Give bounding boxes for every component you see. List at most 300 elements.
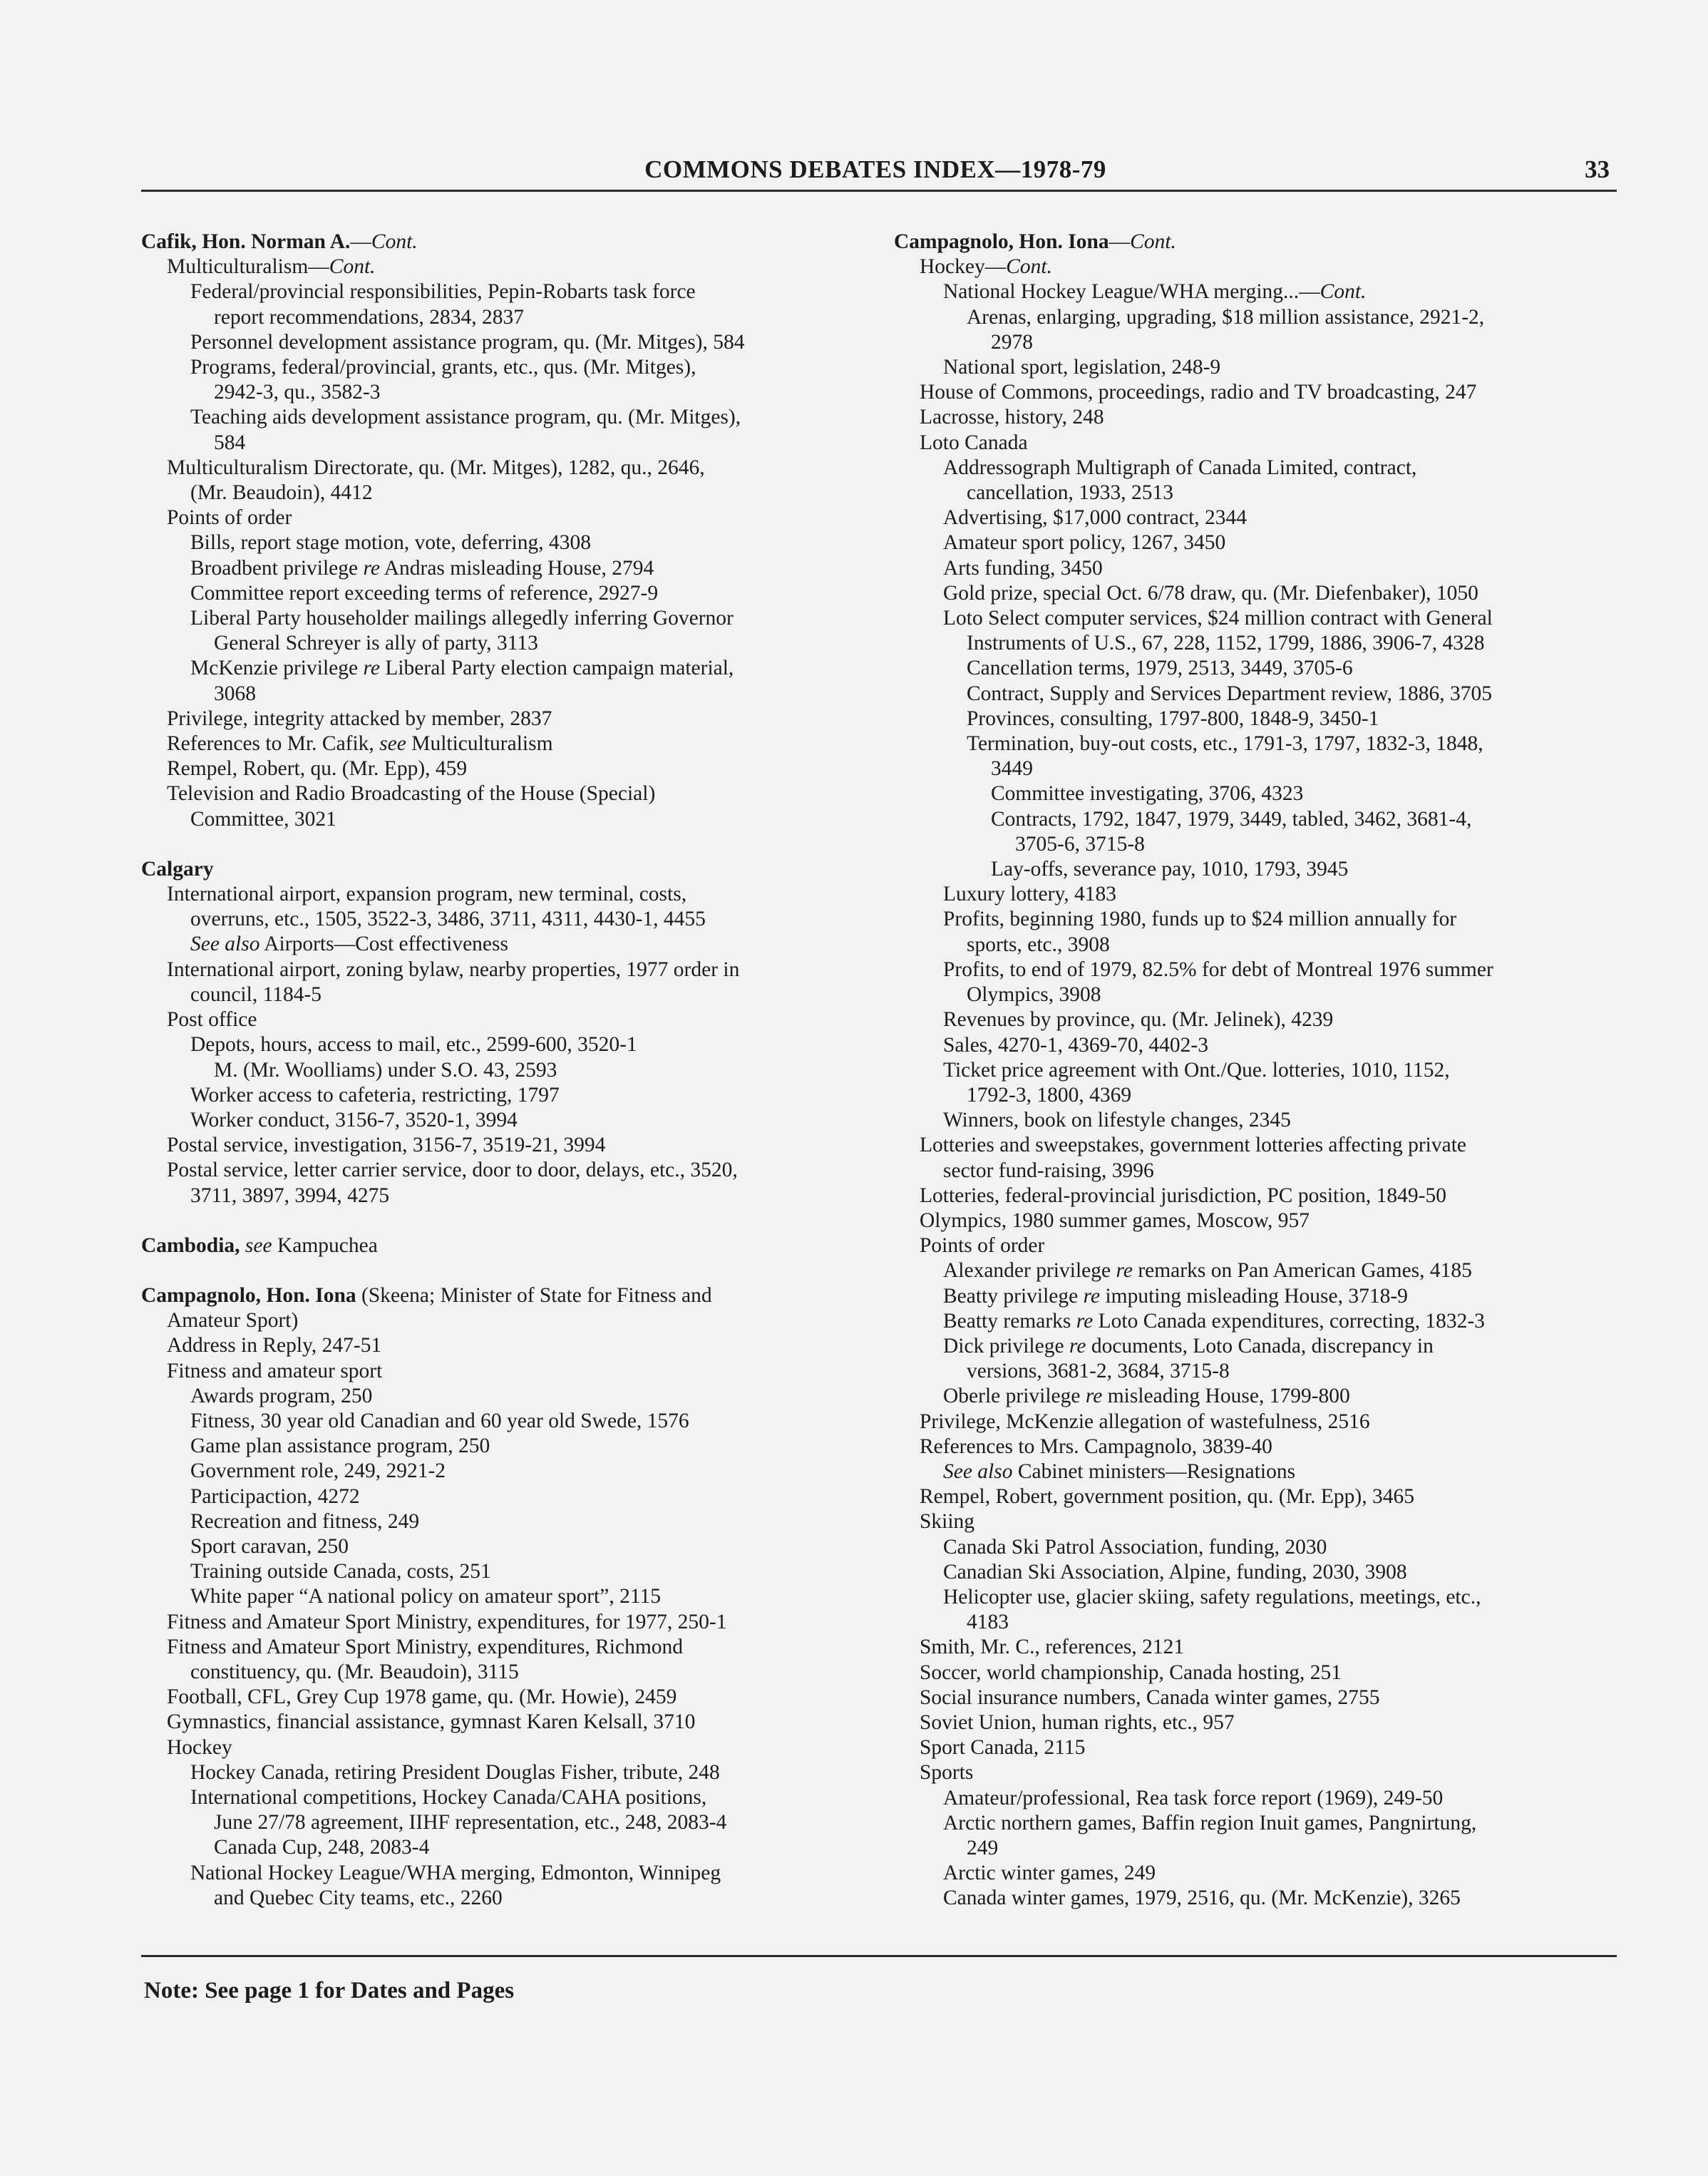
index-entry: [894, 656, 1614, 681]
index-entry: [894, 1760, 1614, 1785]
entry-text: Government role, 249, 2921-2: [190, 1459, 446, 1483]
entry-text: Profits, beginning 1980, funds up to $24 million annually for: [943, 908, 1457, 931]
entry-text: Television and Radio Broadcasting of the House (Special): [167, 782, 656, 806]
index-entry: [894, 1484, 1614, 1509]
entry-text: Sport caravan, 250: [190, 1534, 349, 1558]
index-entry: [894, 1334, 1614, 1359]
index-entry: [141, 1760, 883, 1785]
entry-text: Points of order: [167, 506, 292, 530]
index-entry: [894, 732, 1614, 756]
index-entry: [894, 958, 1614, 982]
entry-text: overruns, etc., 1505, 3522-3, 3486, 3711, 4311, 4430-1, 4455: [190, 908, 706, 931]
index-entry: [141, 756, 883, 781]
index-entry: [141, 1333, 883, 1358]
index-entry: [894, 405, 1614, 430]
entry-text: re: [363, 556, 380, 580]
entry-text: Dick privilege: [943, 1334, 1069, 1358]
index-entry: [894, 1435, 1614, 1459]
entry-text: Arts funding, 3450: [943, 556, 1103, 580]
entry-text: cancellation, 1933, 2513: [967, 481, 1174, 505]
entry-text: Cont.: [329, 255, 376, 279]
entry-text: report recommendations, 2834, 2837: [214, 305, 525, 329]
index-entry: [141, 1434, 883, 1459]
index-entry: [894, 1786, 1614, 1811]
index-entry: [894, 756, 1614, 781]
index-entry: [141, 1559, 883, 1584]
entry-text: Amateur/professional, Rea task force report (1969), 249-50: [943, 1786, 1444, 1810]
entry-text: Alexander privilege: [943, 1259, 1116, 1283]
entry-text: 3449: [991, 757, 1033, 781]
entry-text: Cancellation terms, 1979, 2513, 3449, 3705-6: [967, 657, 1353, 680]
index-entry: [894, 606, 1614, 631]
header-rule: [141, 190, 1617, 192]
entry-text: Contract, Supply and Services Department review, 1886, 3705: [967, 682, 1493, 705]
index-entry: [894, 1635, 1614, 1660]
index-entry: [894, 431, 1614, 456]
index-entry: [894, 1685, 1614, 1710]
entry-text: Termination, buy-out costs, etc., 1791-3, 1797, 1832-3, 1848,: [967, 732, 1483, 756]
index-entry: [141, 1835, 883, 1860]
entry-text: Amateur sport policy, 1267, 3450: [943, 531, 1226, 555]
entry-text: Helicopter use, glacier skiing, safety regulations, meetings, etc.,: [943, 1585, 1481, 1608]
entry-text: Federal/provincial responsibilities, Pepin-Robarts task force: [190, 280, 696, 304]
entry-text: Fitness, 30 year old Canadian and 60 year old Swede, 1576: [190, 1409, 689, 1432]
index-entry: [141, 982, 883, 1007]
entry-text: Arenas, enlarging, upgrading, $18 million assistance, 2921-2,: [967, 305, 1485, 329]
index-entry: [894, 631, 1614, 656]
entry-text: Broadbent privilege: [190, 556, 364, 580]
index-entry: [894, 556, 1614, 581]
entry-text: 2942-3, qu., 3582-3: [214, 381, 381, 404]
entry-text: Multiculturalism—: [167, 255, 329, 279]
index-entry: [894, 1610, 1614, 1635]
index-entry: [894, 330, 1614, 355]
entry-text: Campagnolo, Hon. Iona: [141, 1283, 356, 1307]
entry-text: Postal service, letter carrier service, door to door, delays, etc., 3520,: [167, 1159, 738, 1182]
index-entry: [141, 732, 883, 756]
entry-text: Recreation and fitness, 249: [190, 1509, 420, 1533]
index-entry: [141, 631, 883, 656]
entry-text: National Hockey League/WHA merging...—: [943, 280, 1320, 304]
index-entry: [894, 1585, 1614, 1610]
entry-text: Beatty privilege: [943, 1284, 1084, 1308]
index-entry: [141, 958, 883, 982]
footer-rule: [141, 1955, 1617, 1957]
entry-text: Teaching aids development assistance program, qu. (Mr. Mitges),: [190, 406, 741, 429]
index-entry: [141, 1308, 883, 1333]
index-entry: [141, 1484, 883, 1509]
entry-text: 3711, 3897, 3994, 4275: [190, 1184, 390, 1207]
index-entry: [894, 1811, 1614, 1836]
entry-text: misleading House, 1799-800: [1102, 1385, 1350, 1408]
index-entry: [894, 456, 1614, 481]
entry-text: [240, 1234, 245, 1257]
entry-text: Olympics, 3908: [967, 983, 1101, 1007]
index-entry: [141, 807, 883, 832]
entry-text: 4183: [967, 1611, 1009, 1634]
entry-text: Game plan assistance program, 250: [190, 1435, 490, 1458]
entry-text: Lotteries, federal-provincial jurisdiction, PC position, 1849-50: [920, 1184, 1446, 1207]
index-entry: [894, 355, 1614, 380]
index-entry: [141, 656, 883, 681]
index-entry: [894, 1233, 1614, 1258]
entry-text: 249: [967, 1837, 999, 1859]
entry-text: Social insurance numbers, Canada winter games, 2755: [920, 1685, 1380, 1709]
entry-text: Loto Canada: [920, 431, 1028, 454]
page-number: 33: [1585, 155, 1610, 183]
index-entry: [141, 1861, 883, 1886]
index-entry: [141, 279, 883, 304]
entry-text: Olympics, 1980 summer games, Moscow, 957: [920, 1208, 1310, 1232]
index-entry: [894, 933, 1614, 958]
entry-text: National sport, legislation, 248-9: [943, 356, 1221, 379]
entry-text: —: [350, 230, 371, 253]
index-entry: [141, 330, 883, 355]
entry-text: Profits, to end of 1979, 82.5% for debt of Montreal 1976 summer: [943, 958, 1493, 981]
index-entry: [894, 781, 1614, 806]
entry-text: White paper “A national policy on amateur sport”, 2115: [190, 1585, 661, 1608]
index-entry: [894, 907, 1614, 932]
index-entry: [141, 1409, 883, 1434]
entry-text: remarks on Pan American Games, 4185: [1132, 1259, 1472, 1283]
entry-text: Campagnolo, Hon. Iona: [894, 230, 1109, 253]
index-entry: [141, 255, 883, 279]
entry-text: council, 1184-5: [190, 982, 322, 1006]
index-entry: [141, 1660, 883, 1685]
entry-text: Sales, 4270-1, 4369-70, 4402-3: [943, 1033, 1208, 1057]
entry-text: June 27/78 agreement, IIHF representation, etc., 248, 2083-4: [214, 1811, 727, 1834]
entry-text: Sports: [920, 1761, 974, 1785]
entry-text: Addressograph Multigraph of Canada Limited, contract,: [943, 456, 1417, 479]
index-entry: [894, 255, 1614, 279]
index-entry: [141, 431, 883, 456]
entry-text: Training outside Canada, costs, 251: [190, 1560, 491, 1584]
entry-text: Contracts, 1792, 1847, 1979, 3449, tabled, 3462, 3681-4,: [991, 807, 1472, 831]
entry-text: 2978: [991, 330, 1033, 354]
index-entry: [894, 1284, 1614, 1309]
index-entry: [141, 1710, 883, 1735]
right-column: [894, 230, 1614, 1911]
index-entry: [894, 1184, 1614, 1208]
entry-text: Hockey: [167, 1735, 232, 1759]
entry-text: Privilege, McKenzie allegation of wastefulness, 2516: [920, 1410, 1370, 1433]
entry-text: re: [1076, 1309, 1094, 1333]
entry-text: Luxury lottery, 4183: [943, 883, 1117, 906]
entry-text: re: [1083, 1284, 1101, 1308]
entry-text: Post office: [167, 1008, 257, 1032]
index-entry: [141, 1133, 883, 1158]
index-entry: [894, 1861, 1614, 1886]
index-entry: [141, 1610, 883, 1635]
entry-text: McKenzie privilege: [190, 657, 364, 680]
index-entry: [894, 1836, 1614, 1861]
entry-text: Sport Canada, 2115: [920, 1736, 1086, 1760]
page-header: [141, 155, 1610, 188]
entry-spacer: [141, 1208, 883, 1233]
index-entry: [141, 505, 883, 530]
entry-text: Canada Ski Patrol Association, funding, 2030: [943, 1535, 1327, 1559]
entry-text: Fitness and Amateur Sport Ministry, expenditures, for 1977, 250-1: [167, 1610, 727, 1633]
index-entry: [141, 1459, 883, 1484]
index-entry: [141, 606, 883, 631]
entry-text: House of Commons, proceedings, radio and TV broadcasting, 247: [920, 381, 1477, 404]
entry-text: —: [1108, 230, 1131, 253]
entry-text: constituency, qu. (Mr. Beaudoin), 3115: [190, 1660, 519, 1683]
index-entry: [894, 1007, 1614, 1032]
index-entry: [141, 1158, 883, 1183]
entry-text: Liberal Party election campaign material,: [379, 657, 734, 680]
entry-text: and Quebec City teams, etc., 2260: [214, 1886, 503, 1909]
index-entry: [894, 1133, 1614, 1158]
entry-text: Awards program, 250: [190, 1384, 373, 1407]
entry-text: Arctic winter games, 249: [943, 1862, 1156, 1885]
entry-text: sports, etc., 3908: [967, 933, 1110, 956]
entry-text: Andras misleading House, 2794: [379, 556, 654, 580]
index-entry: [141, 355, 883, 380]
entry-text: versions, 3681-2, 3684, 3715-8: [967, 1360, 1230, 1383]
index-entry: [894, 1410, 1614, 1435]
entry-text: Cont.: [1319, 280, 1367, 304]
entry-text: Multiculturalism Directorate, qu. (Mr. Mitges), 1282, qu., 2646,: [167, 456, 705, 479]
entry-text: imputing misleading House, 3718-9: [1100, 1284, 1408, 1308]
entry-text: Fitness and amateur sport: [167, 1359, 383, 1382]
index-heading: [141, 857, 883, 882]
index-entry: [894, 857, 1614, 882]
entry-text: Multiculturalism: [406, 732, 553, 756]
entry-text: Soccer, world championship, Canada hosting, 251: [920, 1661, 1342, 1684]
entry-text: Ticket price agreement with Ont./Que. lotteries, 1010, 1152,: [943, 1058, 1450, 1082]
entry-text: Cafik, Hon. Norman A.: [141, 230, 351, 253]
index-entry: [894, 305, 1614, 330]
index-entry: [894, 380, 1614, 405]
entry-text: Lacrosse, history, 248: [920, 406, 1104, 429]
entry-text: see: [379, 732, 406, 756]
index-heading: [141, 230, 883, 255]
entry-text: Gymnastics, financial assistance, gymnast Karen Kelsall, 3710: [167, 1710, 696, 1734]
entry-text: Committee, 3021: [190, 807, 336, 831]
index-entry: [141, 1635, 883, 1660]
index-entry: [141, 405, 883, 430]
index-entry: [894, 982, 1614, 1007]
index-entry: [141, 1584, 883, 1609]
index-entry: [141, 1007, 883, 1032]
index-entry: [141, 1359, 883, 1384]
entry-text: Rempel, Robert, government position, qu. (Mr. Epp), 3465: [920, 1485, 1414, 1509]
index-entry: [894, 1159, 1614, 1184]
entry-text: Depots, hours, access to mail, etc., 2599-600, 3520-1: [190, 1033, 637, 1057]
entry-text: Address in Reply, 247-51: [167, 1334, 382, 1358]
index-entry: [141, 456, 883, 481]
index-entry: [894, 481, 1614, 505]
entry-text: Committee investigating, 3706, 4323: [991, 782, 1304, 806]
index-entry: [141, 1685, 883, 1710]
entry-text: 3705-6, 3715-8: [1015, 832, 1145, 856]
index-entry: [141, 781, 883, 806]
index-entry: [894, 1058, 1614, 1083]
entry-text: Skiing: [920, 1510, 975, 1534]
index-entry: [894, 1108, 1614, 1133]
entry-spacer: [141, 832, 883, 857]
entry-text: Winners, book on lifestyle changes, 2345: [943, 1109, 1291, 1132]
entry-text: Cont.: [1006, 255, 1052, 279]
index-entry: [141, 556, 883, 581]
entry-text: See also: [190, 933, 260, 956]
index-entry: [141, 1886, 883, 1911]
entry-text: Cabinet ministers—Resignations: [1012, 1459, 1296, 1483]
entry-text: M. (Mr. Woolliams) under S.O. 43, 2593: [214, 1058, 557, 1082]
index-entry: [141, 305, 883, 330]
entry-text: see: [245, 1233, 272, 1257]
entry-text: Advertising, $17,000 contract, 2344: [943, 506, 1247, 530]
index-entry: [894, 707, 1614, 732]
index-entry: [141, 882, 883, 907]
entry-text: Lay-offs, severance pay, 1010, 1793, 3945: [991, 858, 1349, 881]
index-entry: [894, 505, 1614, 530]
index-entry: [141, 932, 883, 957]
index-entry: [894, 1258, 1614, 1283]
entry-text: Arctic northern games, Baffin region Inuit games, Pangnirtung,: [943, 1811, 1477, 1834]
entry-text: Participaction, 4272: [190, 1484, 360, 1508]
entry-text: Programs, federal/provincial, grants, etc., qus. (Mr. Mitges),: [190, 356, 696, 379]
left-column: [141, 230, 883, 1911]
entry-text: re: [1085, 1385, 1103, 1408]
entry-text: Worker conduct, 3156-7, 3520-1, 3994: [190, 1108, 518, 1131]
index-entry: [894, 1560, 1614, 1585]
entry-text: Hockey—: [920, 255, 1007, 279]
entry-text: Oberle privilege: [943, 1385, 1086, 1408]
index-entry: [141, 1184, 883, 1208]
entry-text: Airports—Cost effectiveness: [259, 933, 508, 956]
index-entry: [894, 1735, 1614, 1760]
index-entry: [141, 1058, 883, 1083]
index-entry: [141, 1785, 883, 1810]
entry-text: Fitness and Amateur Sport Ministry, expenditures, Richmond: [167, 1635, 684, 1658]
index-entry: [894, 1661, 1614, 1685]
page-title: COMMONS DEBATES INDEX—1978-79: [644, 155, 1106, 183]
entry-text: Lotteries and sweepstakes, government lotteries affecting private: [920, 1134, 1466, 1157]
index-entry: [894, 1309, 1614, 1334]
index-entry: [894, 1886, 1614, 1911]
index-heading: [141, 1233, 883, 1258]
entry-text: Canadian Ski Association, Alpine, funding, 2030, 3908: [943, 1560, 1407, 1584]
entry-text: Points of order: [920, 1234, 1045, 1258]
index-entry: [894, 1710, 1614, 1735]
index-entry: [894, 1359, 1614, 1384]
entry-text: References to Mr. Cafik,: [167, 732, 380, 756]
index-entry: [894, 530, 1614, 555]
entry-text: National Hockey League/WHA merging, Edmonton, Winnipeg: [190, 1861, 721, 1884]
entry-text: Smith, Mr. C., references, 2121: [920, 1636, 1185, 1659]
entry-text: Personnel development assistance program, qu. (Mr. Mitges), 584: [190, 330, 745, 354]
index-entry: [894, 682, 1614, 707]
index-entry: [894, 1083, 1614, 1108]
index-entry: [894, 882, 1614, 907]
entry-text: Worker access to cafeteria, restricting, 1797: [190, 1083, 560, 1107]
entry-text: Kampuchea: [272, 1233, 378, 1257]
entry-text: Provinces, consulting, 1797-800, 1848-9, 3450-1: [967, 707, 1379, 730]
entry-text: (Skeena; Minister of State for Fitness and: [356, 1283, 712, 1307]
entry-text: Cont.: [371, 230, 418, 253]
entry-text: Loto Canada expenditures, correcting, 1832-3: [1093, 1309, 1485, 1333]
entry-text: Beatty remarks: [943, 1309, 1076, 1333]
entry-text: Postal service, investigation, 3156-7, 3519-21, 3994: [167, 1134, 606, 1157]
index-entry: [894, 807, 1614, 832]
index-entry: [141, 1032, 883, 1057]
entry-text: Privilege, integrity attacked by member, 2837: [167, 707, 552, 730]
index-entry: [141, 481, 883, 505]
index-entry: [894, 1033, 1614, 1058]
entry-text: documents, Loto Canada, discrepancy in: [1086, 1334, 1434, 1358]
footer-note: Note: See page 1 for Dates and Pages: [144, 1978, 515, 2003]
index-entry: [894, 832, 1614, 857]
index-entry: [894, 581, 1614, 606]
index-entry: [894, 1509, 1614, 1534]
index-entry: [141, 1384, 883, 1409]
entry-text: Hockey Canada, retiring President Douglas Fisher, tribute, 248: [190, 1760, 720, 1784]
entry-text: re: [1069, 1334, 1086, 1358]
entry-text: Instruments of U.S., 67, 228, 1152, 1799, 1886, 3906-7, 4328: [967, 632, 1485, 655]
entry-text: re: [363, 657, 380, 680]
index-entry: [141, 1083, 883, 1108]
index-entry: [141, 1534, 883, 1559]
entry-text: Canada winter games, 1979, 2516, qu. (Mr. McKenzie), 3265: [943, 1887, 1461, 1910]
index-entry: [141, 581, 883, 606]
entry-spacer: [141, 1258, 883, 1283]
index-entry: [894, 1208, 1614, 1233]
index-entry: [141, 530, 883, 555]
entry-text: See also: [943, 1459, 1013, 1483]
entry-text: Rempel, Robert, qu. (Mr. Epp), 459: [167, 757, 468, 781]
index-entry: [141, 1108, 883, 1133]
entry-text: re: [1116, 1259, 1133, 1283]
entry-text: International airport, expansion program, new terminal, costs,: [167, 883, 687, 906]
entry-text: 1792-3, 1800, 4369: [967, 1083, 1132, 1107]
entry-text: Bills, report stage motion, vote, deferring, 4308: [190, 531, 592, 555]
index-entry: [894, 1384, 1614, 1409]
entry-text: Committee report exceeding terms of reference, 2927-9: [190, 581, 659, 605]
entry-text: (Mr. Beaudoin), 4412: [190, 481, 373, 505]
index-heading: [141, 1283, 883, 1308]
index-entry: [141, 707, 883, 732]
entry-text: Amateur Sport): [167, 1309, 299, 1333]
entry-text: Soviet Union, human rights, etc., 957: [920, 1710, 1235, 1734]
index-heading: [894, 230, 1614, 255]
index-entry: [141, 1509, 883, 1534]
entry-text: International competitions, Hockey Canada/CAHA positions,: [190, 1785, 707, 1809]
index-entry: [141, 1735, 883, 1760]
index-entry: [894, 1535, 1614, 1560]
entry-text: Cont.: [1130, 230, 1176, 253]
entry-text: Liberal Party householder mailings allegedly inferring Governor: [190, 607, 734, 630]
entry-text: 584: [214, 431, 246, 454]
index-entry: [894, 1459, 1614, 1484]
index-entry: [894, 279, 1614, 304]
entry-text: Football, CFL, Grey Cup 1978 game, qu. (Mr. Howie), 2459: [167, 1685, 677, 1709]
index-entry: [141, 907, 883, 932]
entry-text: Gold prize, special Oct. 6/78 draw, qu. (Mr. Diefenbaker), 1050: [943, 581, 1478, 605]
entry-text: Calgary: [141, 857, 214, 881]
entry-text: International airport, zoning bylaw, nearby properties, 1977 order in: [167, 958, 740, 981]
entry-text: Canada Cup, 248, 2083-4: [214, 1836, 430, 1859]
entry-text: Cambodia,: [141, 1233, 240, 1257]
entry-text: Revenues by province, qu. (Mr. Jelinek), 4239: [943, 1008, 1334, 1032]
entry-text: General Schreyer is ally of party, 3113: [214, 632, 538, 655]
entry-text: References to Mrs. Campagnolo, 3839-40: [920, 1435, 1272, 1458]
index-entry: [141, 682, 883, 707]
entry-text: sector fund-raising, 3996: [943, 1159, 1154, 1182]
index-entry: [141, 380, 883, 405]
index-entry: [141, 1810, 883, 1835]
